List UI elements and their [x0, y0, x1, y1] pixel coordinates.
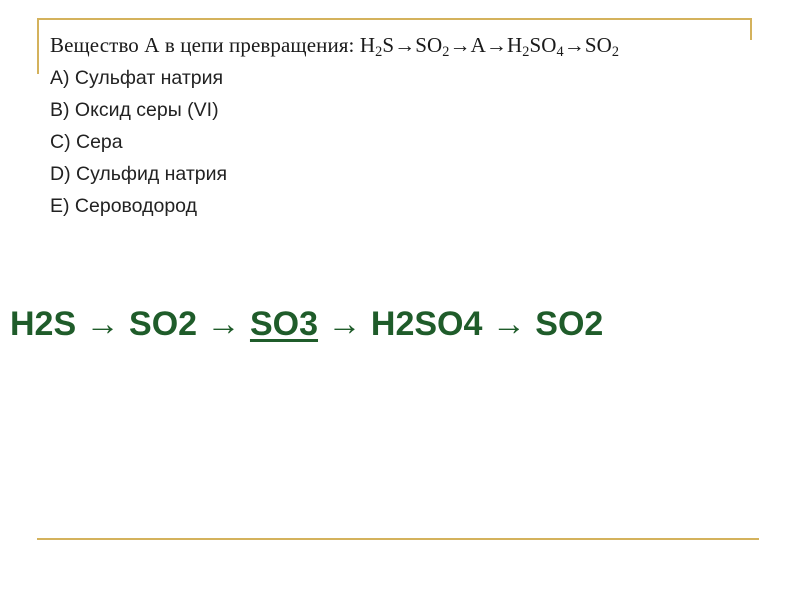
solution-part-2: → H2SO4 → SO2: [318, 305, 604, 343]
answer-option-a: A) Сульфат натрия: [50, 67, 224, 89]
answer-option-d: D) Сульфид натрия: [50, 163, 228, 185]
question-prefix: Вещество А в цепи превращения:: [50, 33, 360, 57]
question-chain: $H_2S\to SO_2\to A\to H_2SO_4\to SO_2$: [359, 33, 620, 60]
solution-part-1: H2S → SO2 →: [10, 305, 250, 343]
question-scan: [50, 32, 770, 222]
frame-bottom-line: [37, 538, 759, 540]
answer-option-e: E) Сероводород: [50, 195, 197, 217]
solution-answer-highlight: SO3: [249, 305, 319, 343]
answer-list: [50, 62, 770, 222]
answer-option-b: B) Оксид серы (VI): [50, 99, 219, 121]
frame-top-line: [37, 18, 752, 20]
question-text: [50, 32, 770, 59]
answer-option-c: C) Сера: [50, 131, 123, 153]
frame-left-line: [37, 18, 39, 74]
solution-chain: [10, 300, 603, 348]
